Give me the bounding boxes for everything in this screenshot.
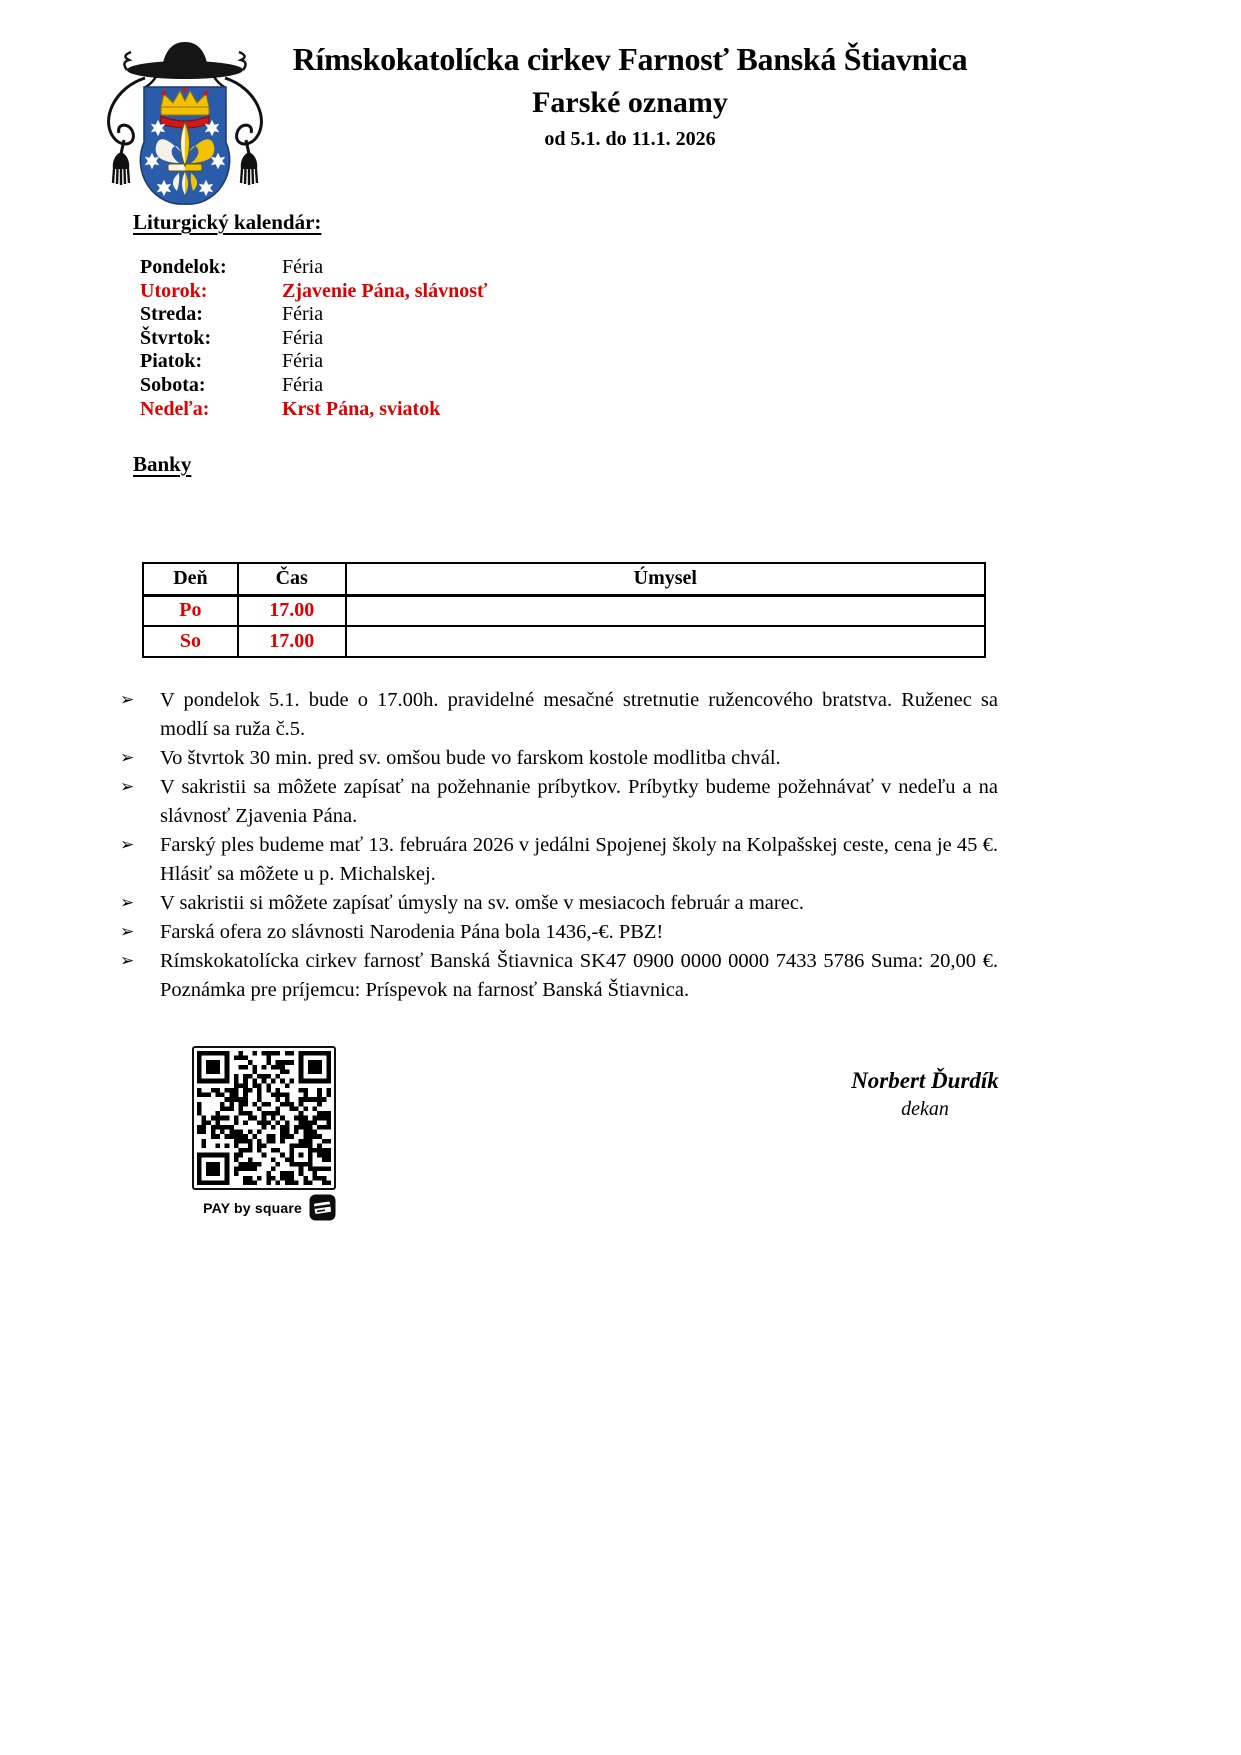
banky-heading: Banky [133, 452, 192, 476]
announcement-text: V sakristii sa môžete zapísať na požehnanie príbytkov. Príbytky budeme požehnávať v nedeľu a na slávnosť Zjavenia Pána. [160, 776, 998, 827]
announcements-list [120, 686, 998, 1005]
calendar-row [140, 280, 487, 304]
calendar-day-label: Pondelok: [140, 256, 227, 278]
bullet-arrow-icon: ➢ [120, 748, 135, 768]
payment-qr-block [192, 1046, 336, 1221]
qr-caption [192, 1194, 336, 1221]
qr-code [197, 1051, 331, 1185]
cell-time: 17.00 [238, 595, 346, 626]
cell-day: Po [143, 595, 238, 626]
calendar-day-label: Utorok: [140, 279, 208, 302]
bullet-arrow-icon: ➢ [120, 690, 135, 710]
signer-name: Norbert Ďurdík [851, 1068, 999, 1093]
signature-block [770, 1068, 1080, 1121]
calendar-row [140, 398, 487, 422]
calendar-row [140, 374, 487, 398]
announcement-text: Rímskokatolícka cirkev farnosť Banská Štiavnica SK47 0900 0000 0000 7433 5786 Suma: 20,00 €. Poznámka pre príjemcu: Príspevok na farnosť Banská Štiavnica. [160, 950, 998, 1001]
cell-time: 17.00 [238, 626, 346, 657]
calendar-row [140, 303, 487, 327]
bullet-arrow-icon: ➢ [120, 777, 135, 797]
calendar-feast: Zjavenie Pána, slávnosť [282, 279, 488, 302]
calendar-row [140, 350, 487, 374]
column-header-cas: Čas [238, 563, 346, 595]
calendar-day-label: Nedeľa: [140, 397, 210, 420]
qr-frame [192, 1046, 336, 1190]
list-item [120, 889, 998, 918]
calendar-day-label: Sobota: [140, 373, 206, 396]
announcement-text: Farská ofera zo slávnosti Narodenia Pána bola 1436,-€. PBZ! [160, 921, 664, 943]
calendar-row [140, 256, 487, 280]
calendar-feast: Féria [282, 373, 324, 396]
table-row [143, 626, 985, 657]
calendar-feast: Féria [282, 303, 324, 326]
list-item [120, 831, 998, 889]
document-header [265, 40, 995, 151]
list-item [120, 744, 998, 773]
calendar-feast: Féria [282, 256, 324, 278]
signer-role: dekan [901, 1098, 949, 1120]
pay-by-square-icon [309, 1194, 336, 1221]
cell-day: So [143, 626, 238, 657]
bullet-arrow-icon: ➢ [120, 951, 135, 971]
date-range: od 5.1. do 11.1. 2026 [544, 128, 716, 150]
calendar-day-label: Piatok: [140, 350, 203, 373]
list-item [120, 918, 998, 947]
bullet-arrow-icon: ➢ [120, 893, 135, 913]
list-item [120, 773, 998, 831]
cell-intention [346, 595, 985, 626]
table-row [143, 595, 985, 626]
list-item [120, 686, 998, 744]
column-header-umysel: Úmysel [346, 563, 985, 595]
page-title: Rímskokatolícka cirkev Farnosť Banská Štiavnica [292, 41, 968, 77]
page-subtitle: Farské oznamy [532, 86, 728, 119]
parish-crest-logo [100, 30, 270, 208]
calendar-day-label: Štvrtok: [140, 326, 212, 349]
list-item [120, 947, 998, 1005]
calendar-row [140, 327, 487, 351]
crest-galero-hat [124, 42, 245, 79]
column-header-den: Deň [143, 563, 238, 595]
liturgical-calendar-heading: Liturgický kalendár: [133, 210, 322, 234]
calendar-feast: Féria [282, 350, 324, 373]
bullet-arrow-icon: ➢ [120, 835, 135, 855]
calendar-day-label: Streda: [140, 303, 203, 326]
announcement-text: Farský ples budeme mať 13. februára 2026 v jedálni Spojenej školy na Kolpašskej ceste, cena je 45 €. Hlásiť sa môžete u p. Michalskej. [160, 834, 998, 885]
liturgical-calendar-list [140, 256, 487, 421]
bullet-arrow-icon: ➢ [120, 922, 135, 942]
announcement-text: V pondelok 5.1. bude o 17.00h. pravidelné mesačné stretnutie ružencového bratstva. Ruženec sa modlí sa ruža č.5. [160, 689, 998, 740]
pay-by-square-label: PAY by square [203, 1199, 302, 1216]
calendar-feast: Krst Pána, sviatok [282, 397, 441, 420]
cell-intention [346, 626, 985, 657]
table-header-row [143, 563, 985, 595]
calendar-feast: Féria [282, 326, 324, 349]
announcement-text: Vo štvrtok 30 min. pred sv. omšou bude vo farskom kostole modlitba chvál. [160, 747, 781, 769]
announcement-text: V sakristii si môžete zapísať úmysly na sv. omše v mesiacoch február a marec. [160, 892, 805, 914]
mass-schedule-table [142, 562, 986, 658]
